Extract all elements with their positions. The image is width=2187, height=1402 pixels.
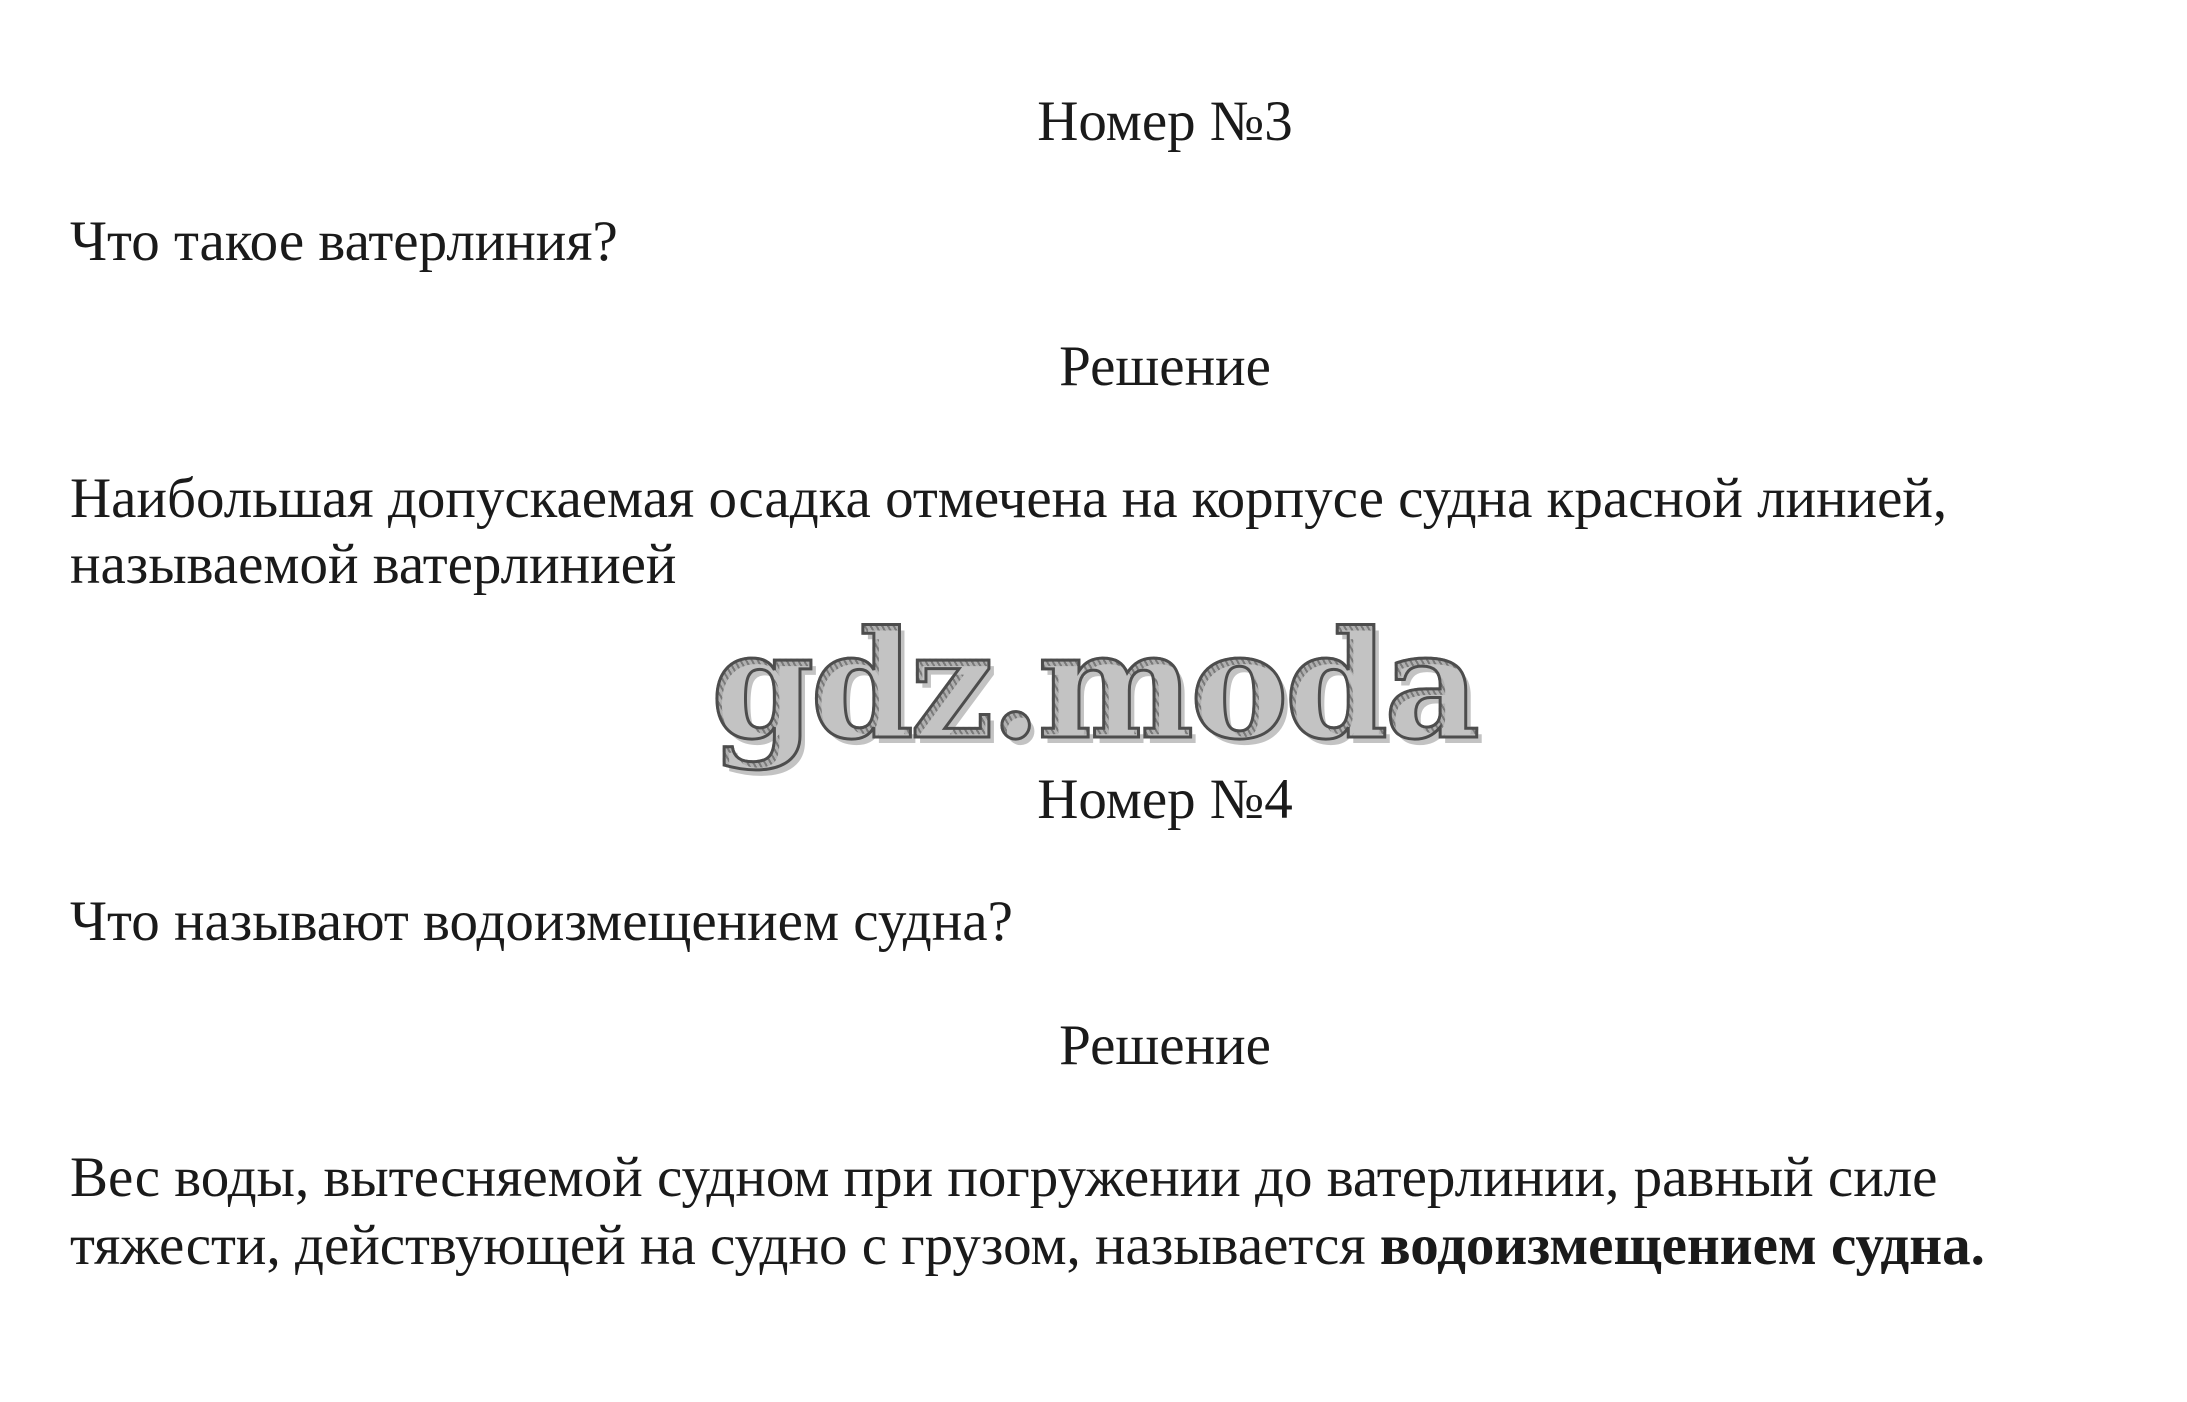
problem-4-answer-line-2 xyxy=(70,1212,1985,1280)
problem-4-heading: Номер №4 xyxy=(1037,768,1293,831)
problem-3-answer-line-2: называемой ватерлинией xyxy=(70,533,677,596)
watermark-logo: gdz.moda xyxy=(0,600,2187,770)
problem-4-question: Что называют водоизмещением судна? xyxy=(70,890,1013,953)
problem-3-solution-label: Решение xyxy=(1059,335,1271,398)
problem-3-question: Что такое ватерлиния? xyxy=(70,210,618,273)
problem-3-answer-line-1: Наибольшая допускаемая осадка отмечена на корпусе судна красной линией, xyxy=(70,467,1948,530)
problem-4-answer-term: водоизмещением судна. xyxy=(1379,1214,1985,1277)
problem-4-solution-label: Решение xyxy=(1059,1014,1271,1077)
problem-4-answer-plain: тяжести, действующей на судно с грузом, называется xyxy=(70,1214,1380,1277)
problem-3-heading: Номер №3 xyxy=(1037,90,1293,153)
problem-4-answer-line-1: Вес воды, вытесняемой судном при погружении до ватерлинии, равный силе xyxy=(70,1146,1938,1209)
